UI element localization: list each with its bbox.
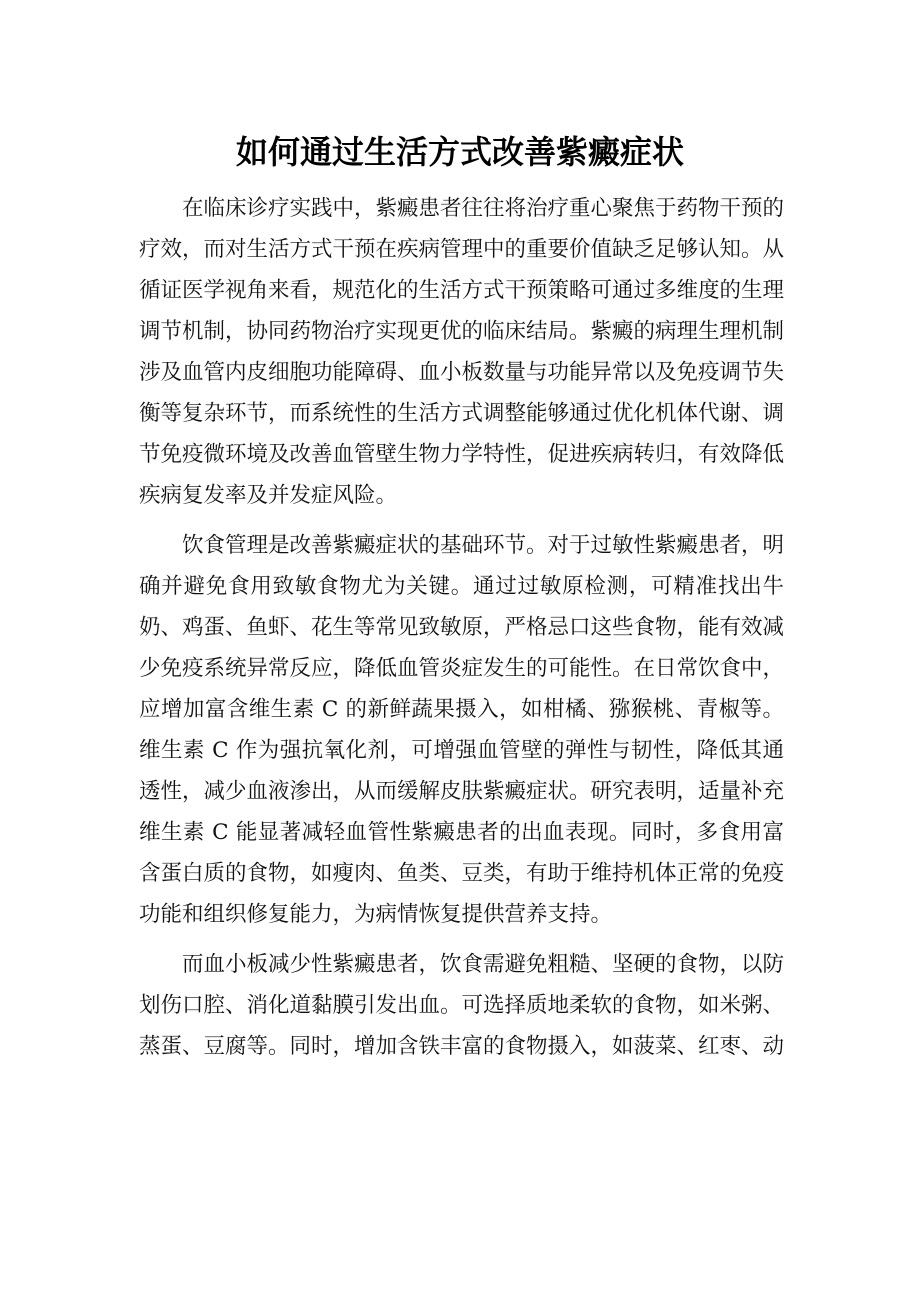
document-body (139, 188, 784, 1076)
paragraph-thrombocytopenic-diet: 而血小板减少性紫癜患者，饮食需避免粗糙、坚硬的食物，以防划伤口腔、消化道黏膜引发出血。可选择质地柔软的食物，如米粥、蒸蛋、豆腐等。同时，增加含铁丰富的食物摄入，如菠菜、红枣、动 (139, 952, 785, 1059)
paragraph-intro: 在临床诊疗实践中，紫癜患者往往将治疗重心聚焦于药物干预的疗效，而对生活方式干预在疾病管理中的重要价值缺乏足够认知。从循证医学视角来看，规范化的生活方式干预策略可通过多维度的生理调节机制，协同药物治疗实现更优的临床结局。紫癜的病理生理机制涉及血管内皮细胞功能障碍、血小板数量与功能异常以及免疫调节失衡等复杂环节，而系统性的生活方式调整能够通过优化机体代谢、调节免疫微环境及改善血管壁生物力学特性，促进疾病转归，有效降低疾病复发率及并发症风险。 (139, 196, 785, 508)
document-title: 如何通过生活方式改善紫癜症状 (235, 133, 684, 171)
paragraph-diet-management: 饮食管理是改善紫癜症状的基础环节。对于过敏性紫癜患者，明确并避免食用致敏食物尤为关键。通过过敏原检测，可精准找出牛奶、鸡蛋、鱼虾、花生等常见致敏原，严格忌口这些食物，能有效减少免疫系统异常反应，降低血管炎症发生的可能性。在日常饮食中，应增加富含维生素 C 的新鲜蔬果摄入，如柑橘、猕猴桃、青椒等。维生素 C 作为强抗氧化剂，可增强血管壁的弹性与韧性，降低其通透性，减少血液渗出，从而缓解皮肤紫癜症状。研究表明，适量补充维生素 C 能显著减轻血管性紫癜患者的出血表现。同时，多食用富含蛋白质的食物，如瘦肉、鱼类、豆类，有助于维持机体正常的免疫功能和组织修复能力，为病情恢复提供营养支持。 (139, 533, 785, 927)
